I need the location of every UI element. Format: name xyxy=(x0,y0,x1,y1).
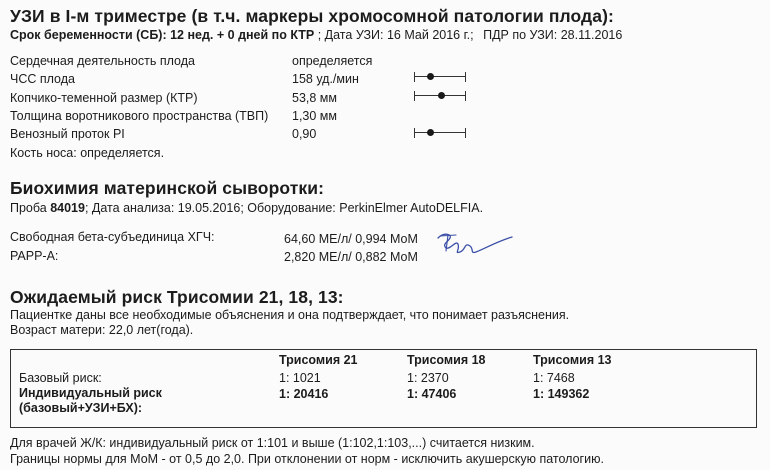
edd-label: ПДР по УЗИ: xyxy=(483,28,558,42)
scale-line xyxy=(414,132,466,133)
percentile-scale xyxy=(414,128,466,138)
percentile-scale xyxy=(414,72,466,82)
scale-marker xyxy=(438,92,445,99)
us-row-label: Копчико-теменной размер (КТР) xyxy=(10,91,198,105)
scale-tick xyxy=(465,91,466,101)
scale-tick xyxy=(414,128,415,138)
risk-column-header: Трисомия 18 xyxy=(407,353,486,367)
risk-table xyxy=(10,349,757,428)
us-row-value: 53,8 мм xyxy=(292,91,337,105)
us-row-value: 1,30 мм xyxy=(292,109,337,123)
biochem-title: Биохимия материнской сыворотки: xyxy=(10,178,325,198)
individual-risk-value: 1: 47406 xyxy=(407,387,457,401)
risk-title: Ожидаемый риск Трисомии 21, 18, 13: xyxy=(10,287,344,307)
base-risk-value: 1: 2370 xyxy=(407,371,449,385)
individual-risk-sublabel: (базовый+УЗИ+БХ): xyxy=(19,401,143,415)
scale-tick xyxy=(414,91,415,101)
risk-column-header: Трисомия 13 xyxy=(533,353,612,367)
ultrasound-date-label: ; Дата УЗИ: xyxy=(317,28,384,42)
doctor-note: Для врачей Ж/К: индивидуальный риск от 1:101 и выше (1:102,1:103,...) считается низким. xyxy=(10,436,535,450)
risk-column-header: Трисомия 21 xyxy=(279,353,358,367)
ultrasound-title: УЗИ в I-м триместре (в т.ч. маркеры хромосомной патологии плода): xyxy=(10,6,614,26)
mom-norms-note: Границы нормы для МоМ - от 0,5 до 2,0. При отклонении от норм - исключить акушерскую патологию. xyxy=(10,452,604,466)
individual-risk-value: 1: 20416 xyxy=(279,387,329,401)
signature-image xyxy=(430,224,520,266)
us-row-value: 0,90 xyxy=(292,127,317,141)
pappa-value: 2,820 МЕ/л/ 0,882 МоМ xyxy=(284,250,418,264)
scale-marker xyxy=(427,73,434,80)
scale-tick xyxy=(465,128,466,138)
scale-marker xyxy=(427,129,434,136)
consent-text: Пациентке даны все необходимые объяснения и она подтверждает, что понимает разъяснения. xyxy=(10,308,570,322)
percentile-scale xyxy=(414,91,466,101)
base-risk-value: 1: 1021 xyxy=(279,371,321,385)
scale-tick xyxy=(465,72,466,82)
ultrasound-date-value: 16 Май 2016 г.; xyxy=(386,28,474,42)
us-row-label: Толщина воротникового пространства (ТВП) xyxy=(10,109,269,123)
edd-value: 28.11.2016 xyxy=(560,28,623,42)
individual-risk-value: 1: 149362 xyxy=(533,387,590,401)
ga-label: Срок беременности (СБ): xyxy=(10,28,167,42)
nasal-bone-note: Кость носа: определяется. xyxy=(10,146,165,160)
sample-details: ; Дата анализа: 19.05.2016; Оборудование: PerkinElmer AutoDELFIA. xyxy=(84,201,484,215)
hcg-value: 64,60 МЕ/л/ 0,994 МоМ xyxy=(284,232,418,246)
us-row-value: определяется xyxy=(292,54,373,68)
pappa-label: PAPP-A: xyxy=(10,249,59,263)
scale-tick xyxy=(414,72,415,82)
us-row-label: ЧСС плода xyxy=(10,72,75,86)
us-row-value: 158 уд./мин xyxy=(292,72,359,86)
base-risk-value: 1: 7468 xyxy=(533,371,575,385)
scale-line xyxy=(414,76,466,77)
individual-risk-label: Индивидуальный риск xyxy=(19,386,162,400)
us-row-label: Сердечная деятельность плода xyxy=(10,54,195,68)
sample-line xyxy=(10,201,483,215)
maternal-age: Возраст матери: 22,0 лет(года). xyxy=(10,323,194,337)
sample-id: 84019 xyxy=(50,201,85,215)
ultrasound-meta-line xyxy=(10,28,622,42)
hcg-label: Свободная бета-субъединица ХГЧ: xyxy=(10,230,215,244)
base-risk-label: Базовый риск: xyxy=(19,371,102,385)
us-row-label: Венозный проток PI xyxy=(10,127,125,141)
ga-value: 12 нед. + 0 дней по КТР xyxy=(170,28,315,42)
sample-label: Проба xyxy=(10,201,47,215)
